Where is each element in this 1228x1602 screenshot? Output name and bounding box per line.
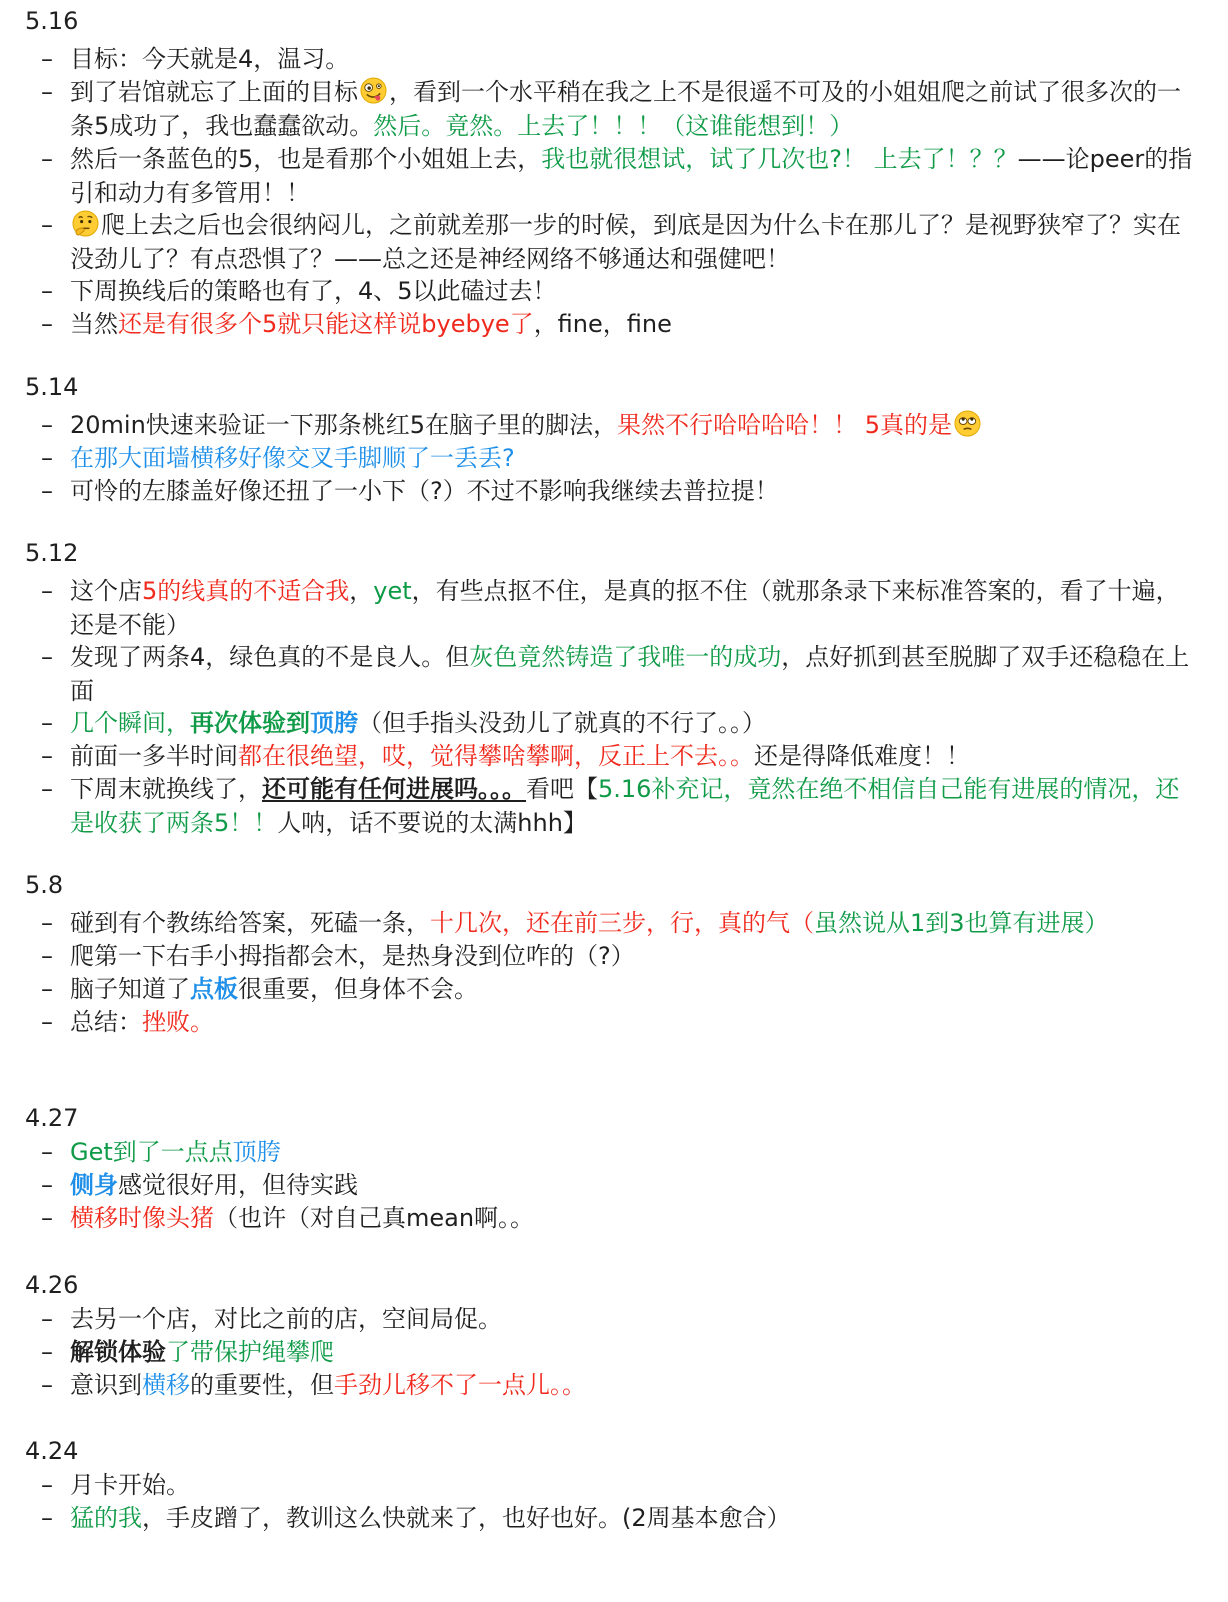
text-segment: 我也就很想试，试了几次也?！ 上去了！？？	[541, 145, 1018, 173]
text-segment: 顶胯	[310, 709, 358, 737]
text-segment: 在那大面墙横移好像交叉手脚顺了一丢丢?	[70, 444, 515, 472]
text-segment: 总结：	[70, 1008, 142, 1036]
bullet-dash: –	[41, 1504, 53, 1532]
bullet-text	[70, 1168, 1200, 1202]
text-segment: 到了岩馆就忘了上面的目标	[70, 78, 358, 106]
bullet-text	[70, 574, 1200, 642]
text-segment: ，手皮蹭了，教训这么快就来了，也好也好。(2周基本愈合）	[142, 1504, 791, 1532]
text-segment: ——论peer的指引和动力有多管用！！	[70, 145, 1193, 207]
text-segment: 点板	[190, 975, 238, 1003]
thinking-face-icon	[72, 210, 99, 237]
text-segment: 的重要性，但	[190, 1371, 334, 1399]
text-segment: 手劲儿移不了一点儿。。	[334, 1371, 586, 1399]
text-segment: 几个瞬间，	[70, 709, 190, 737]
text-segment: ，有些点抠不住，是真的抠不住（就那条录下来标准答案的，看了十遍，还是不能）	[70, 577, 1180, 639]
text-segment: 然后。竟然。上去了！！！（这谁能想到！）	[373, 112, 854, 140]
bullet-dash: –	[41, 942, 53, 970]
bullet-text	[70, 1335, 1200, 1369]
bullet-text	[70, 972, 1200, 1006]
bullet-dash: –	[41, 444, 53, 472]
bullet-text	[70, 42, 1200, 76]
text-segment: 前面一多半时间	[70, 742, 238, 770]
bullet-dash: –	[41, 709, 53, 737]
bullet-dash: –	[41, 577, 53, 605]
text-segment: 还可能有任何进展吗。。。	[262, 775, 526, 803]
text-segment: 意识到	[70, 1371, 142, 1399]
bullet-dash: –	[41, 145, 53, 173]
text-segment: 发现了两条4，绿色真的不是良人。但	[70, 643, 470, 671]
text-segment: 很重要，但身体不会。	[238, 975, 478, 1003]
bullet-text	[70, 408, 1200, 442]
text-segment: 5.16补充记，竟然在绝不相信自己能有进展的情况，还是收获了两条5！！	[70, 775, 1180, 837]
bullet-text	[70, 1501, 1200, 1535]
text-segment: 月卡开始。	[70, 1471, 190, 1499]
text-segment: 顶胯	[232, 1138, 281, 1166]
bullet-dash: –	[41, 1371, 53, 1399]
entry-date: 4.24	[25, 1437, 79, 1465]
entry-date: 5.8	[25, 871, 64, 899]
text-segment: Get到了一点点	[70, 1138, 233, 1166]
bullet-dash: –	[41, 45, 53, 73]
text-segment: 侧身	[70, 1171, 118, 1199]
bullet-text	[70, 1302, 1200, 1336]
bullet-dash: –	[41, 411, 53, 439]
entry-date: 5.16	[25, 7, 79, 35]
text-segment: ，	[349, 577, 374, 605]
bullet-text	[70, 1468, 1200, 1502]
text-segment: 还是得降低难度！！	[754, 742, 970, 770]
text-segment: 爬第一下右手小拇指都会木，是热身没到位咋的（?）	[70, 942, 635, 970]
bullet-dash: –	[41, 1338, 53, 1366]
bullet-text	[70, 474, 1200, 508]
text-segment: 十几次，还在前三步，行，真的气（	[430, 909, 814, 937]
text-segment: 还是有很多个5就只能这样说byebye了	[118, 310, 534, 338]
bullet-text	[70, 274, 1200, 308]
text-segment: 20min快速来验证一下那条桃红5在脑子里的脚法，	[70, 411, 618, 439]
bullet-text	[70, 906, 1200, 940]
text-segment: ，看到一个水平稍在我之上不是很遥不可及的小姐姐爬之前试了很多次的一条5成功了，我也蠢蠢欲动。	[70, 78, 1181, 140]
text-segment: 然后一条蓝色的5，也是看那个小姐姐上去，	[70, 145, 542, 173]
bullet-text	[70, 640, 1200, 708]
text-segment: 碰到有个教练给答案，死磕一条，	[70, 909, 430, 937]
text-segment: 灰色竟然铸造了我唯一的成功	[469, 643, 782, 671]
text-segment: 人呐，话不要说的太满hhh】	[277, 809, 587, 837]
bullet-text	[70, 1201, 1200, 1235]
bullet-dash: –	[41, 477, 53, 505]
eye-roll-face-icon	[954, 410, 981, 437]
text-segment: ，fine，fine	[533, 310, 672, 338]
text-segment: yet	[373, 577, 412, 605]
text-segment: 下周换线后的策略也有了，4、5以此磕过去！	[70, 277, 557, 305]
bullet-text	[70, 1368, 1200, 1402]
bullet-dash: –	[41, 1138, 53, 1166]
text-segment: 目标：今天就是4，温习。	[70, 45, 350, 73]
bullet-dash: –	[41, 643, 53, 671]
bullet-dash: –	[41, 78, 53, 106]
bullet-dash: –	[41, 1171, 53, 1199]
bullet-dash: –	[41, 310, 53, 338]
text-segment: 可怜的左膝盖好像还扭了一小下（?）不过不影响我继续去普拉提！	[70, 477, 779, 505]
text-segment: （也许（对自己真mean啊。。	[214, 1204, 535, 1232]
text-segment: 爬上去之后也会很纳闷儿，之前就差那一步的时候，到底是因为什么卡在那儿了？是视野狭窄了？实在没劲儿了？有点恐惧了？——总之还是神经网络不够通达和强健吧！	[70, 211, 1181, 273]
bullet-dash: –	[41, 1471, 53, 1499]
text-segment: 横移时像头猪	[70, 1204, 214, 1232]
bullet-text	[70, 441, 1200, 475]
text-segment: 猛的我	[70, 1504, 142, 1532]
entry-date: 4.27	[25, 1104, 79, 1132]
entry-date: 5.12	[25, 539, 79, 567]
bullet-dash: –	[41, 742, 53, 770]
bullet-text	[70, 307, 1200, 341]
text-segment: 解锁体验	[70, 1338, 166, 1366]
bullet-text	[70, 739, 1200, 773]
bullet-dash: –	[41, 1008, 53, 1036]
bullet-dash: –	[41, 1305, 53, 1333]
bullet-text	[70, 75, 1200, 143]
bullet-text	[70, 1005, 1200, 1039]
text-segment: （但手指头没劲儿了就真的不行了。。）	[358, 709, 766, 737]
bullet-dash: –	[41, 909, 53, 937]
text-segment: 感觉很好用，但待实践	[118, 1171, 358, 1199]
text-segment: 挫败。	[142, 1008, 214, 1036]
bullet-text	[70, 1135, 1200, 1169]
text-segment: 去另一个店，对比之前的店，空间局促。	[70, 1305, 502, 1333]
bullet-text	[70, 208, 1200, 276]
text-segment: 横移	[142, 1371, 190, 1399]
text-segment: 再次体验到	[190, 709, 310, 737]
bullet-text	[70, 706, 1200, 740]
text-segment: 5的线真的不适合我	[142, 577, 350, 605]
bullet-text	[70, 939, 1200, 973]
text-segment: ，点好抓到甚至脱脚了双手还稳稳在上面	[70, 643, 1190, 705]
text-segment: 看吧【	[526, 775, 598, 803]
entry-date: 5.14	[25, 373, 79, 401]
text-segment: 虽然说从1到3也算有进展）	[814, 909, 1109, 937]
text-segment: 了带保护绳攀爬	[166, 1338, 334, 1366]
bullet-dash: –	[41, 975, 53, 1003]
bullet-text	[70, 142, 1200, 210]
text-segment: 当然	[70, 310, 118, 338]
bullet-dash: –	[41, 211, 53, 239]
bullet-text	[70, 772, 1200, 840]
zany-face-icon	[360, 77, 387, 104]
text-segment: 下周末就换线了，	[70, 775, 262, 803]
text-segment: 都在很绝望，哎，觉得攀啥攀啊，反正上不去。。	[238, 742, 754, 770]
text-segment: 脑子知道了	[70, 975, 190, 1003]
entry-date: 4.26	[25, 1271, 79, 1299]
bullet-dash: –	[41, 277, 53, 305]
bullet-dash: –	[41, 1204, 53, 1232]
text-segment: 这个店	[70, 577, 142, 605]
bullet-dash: –	[41, 775, 53, 803]
text-segment: 果然不行哈哈哈哈！！ 5真的是	[617, 411, 952, 439]
